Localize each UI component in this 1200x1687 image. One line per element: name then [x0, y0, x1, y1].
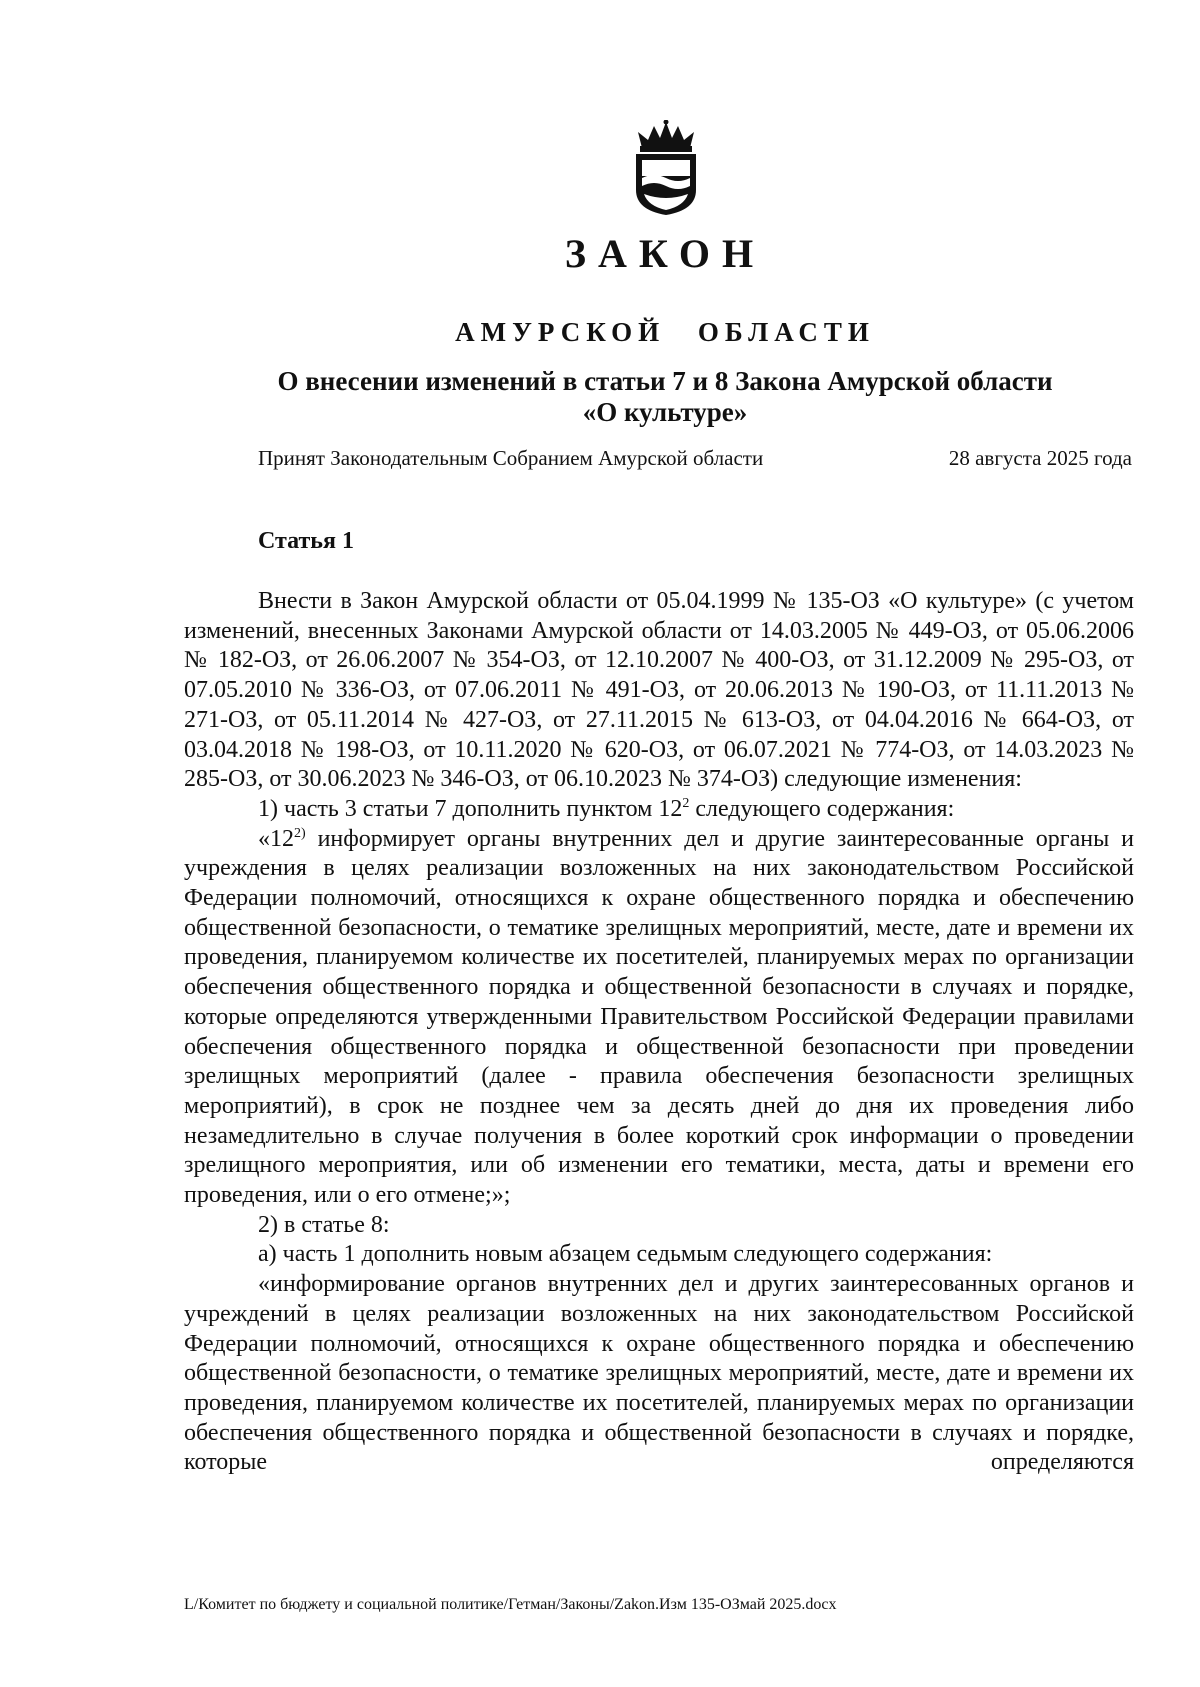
quote-item-12-2: [184, 825, 1134, 1211]
file-path-footer: L/Комитет по бюджету и социальной политике/Гетман/Законы/Zakon.Изм 135-ОЗмай 2025.docx: [184, 1596, 837, 1613]
article-intro: Внести в Закон Амурской области от 05.04.1999 № 135-ОЗ «О культуре» (с учетом изменений, внесенных Законами Амурской области от 14.03.2005 № 449-ОЗ, от 05.06.2006 № 182-ОЗ, от 26.06.2007 № 354-ОЗ, от 12.10.2007 № 400-ОЗ, от 31.12.2009 № 295-ОЗ, от 07.05.2010 № 336-ОЗ, от 07.06.2011 № 491-ОЗ, от 20.06.2013 № 190-ОЗ, от 11.11.2013 № 271-ОЗ, от 05.11.2014 № 427-ОЗ, от 27.11.2015 № 613-ОЗ, от 04.04.2016 № 664-ОЗ, от 03.04.2018 № 198-ОЗ, от 10.11.2020 № 620-ОЗ, от 06.07.2021 № 774-ОЗ, от 14.03.2023 № 285-ОЗ, от 30.06.2023 № 346-ОЗ, от 06.10.2023 № 374-ОЗ) следующие изменения:: [184, 588, 1134, 793]
document-region: АМУРСКОЙ ОБЛАСТИ: [455, 317, 875, 347]
adopted-by: Принят Законодательным Собранием Амурской области: [258, 446, 764, 470]
amendment-item-2: 2) в статье 8:: [258, 1211, 390, 1238]
item1-text-end: следующего содержания:: [689, 795, 955, 822]
document-subtitle: [0, 366, 1200, 428]
amendment-item-1: [184, 795, 1134, 825]
subtitle-line-2: «О культуре»: [582, 397, 748, 427]
article-body: [184, 587, 1134, 1478]
subtitle-line-1: О внесении изменений в статьи 7 и 8 Закона Амурской области: [277, 366, 1053, 396]
document-title: ЗАКОН: [564, 231, 766, 276]
amendment-item-2a: а) часть 1 дополнить новым абзацем седьмым следующего содержания:: [258, 1241, 993, 1268]
quote1-text: информирует органы внутренних дел и другие заинтересованные органы и учреждения в целях реализации возложенных на них законодательством Российской Федерации полномочий, относящихся к охране общественного порядка и обеспечению общественной безопасности, о тематике зрелищных мероприятий, месте, дате и времени их проведения, планируемом количестве их посетителей, планируемых мерах по организации обеспечения общественного порядка и общественной безопасности в случаях и порядке, которые определяются утвержденными Правительством Российской Федерации правилами обеспечения общественного порядка и общественной безопасности при проведении зрелищных мероприятий (далее - правила обеспечения безопасности зрелищных мероприятий), в срок не позднее чем за десять дней до дня их проведения либо незамедлительно в случае получения в более короткий срок информации о проведении зрелищного мероприятия, или об изменении его тематики, места, даты и времени его проведения, или о его отмене;»;: [184, 825, 1134, 1209]
coat-of-arms-icon: [628, 120, 704, 216]
item1-text: 1) часть 3 статьи 7 дополнить пунктом 12: [258, 795, 683, 822]
adoption-date: 28 августа 2025 года: [948, 446, 1132, 470]
quote1-number: «12: [258, 825, 294, 852]
quote-paragraph-7: «информирование органов внутренних дел и других заинтересованных органов и учреждений в целях реализации возложенных на них законодательством Российской Федерации полномочий, относящихся к охране общественного порядка и обеспечению общественной безопасности, о тематике зрелищных мероприятий, месте, дате и времени их проведения, планируемом количестве их посетителей, планируемых мерах по организации обеспечения общественного порядка и общественной безопасности в случаях и порядке, которые определяются: [184, 1271, 1134, 1476]
item1-superscript: 2: [682, 795, 690, 811]
quote1-superscript: 2): [294, 825, 306, 841]
article-heading: Статья 1: [258, 528, 354, 554]
